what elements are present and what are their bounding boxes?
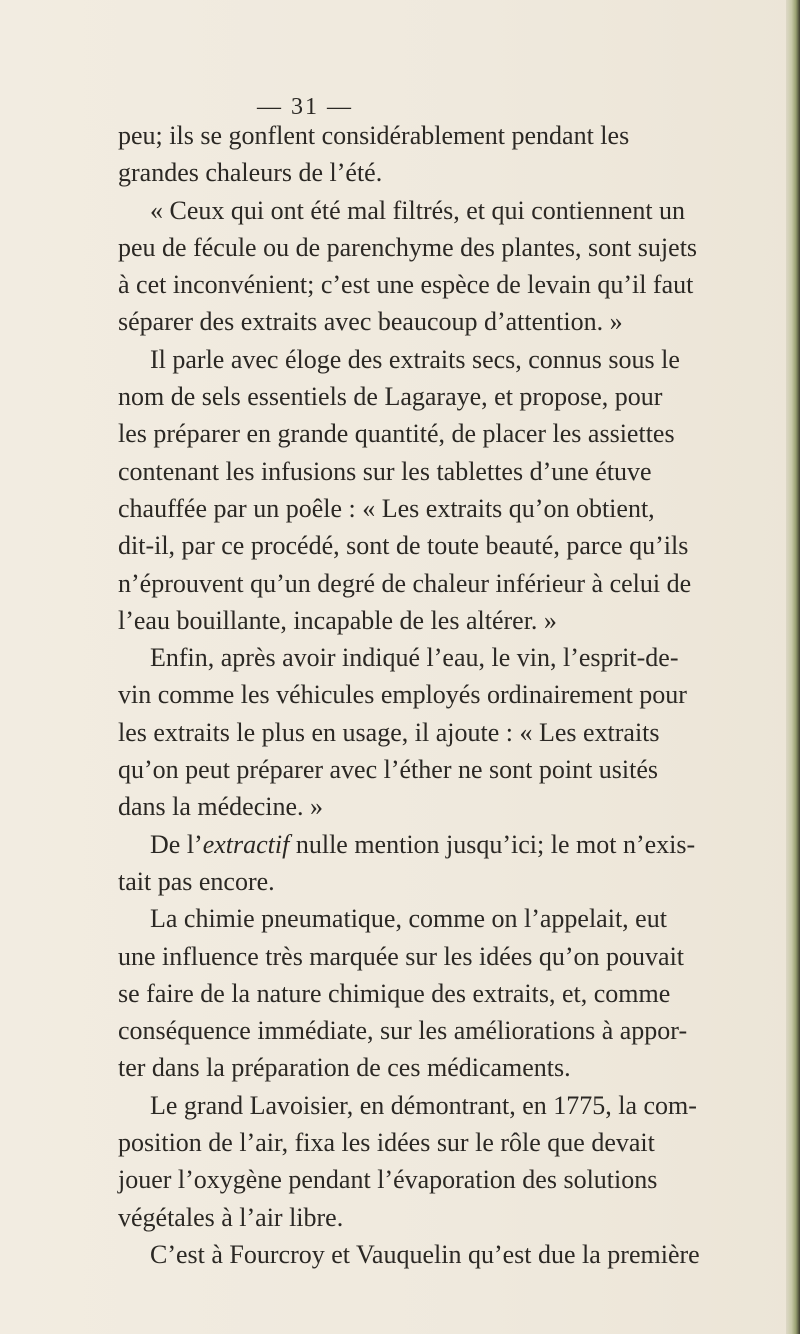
text-line: [118, 826, 696, 863]
text-segment: De l’: [150, 829, 203, 859]
text-line: peu de fécule ou de parenchyme des plantes, sont sujets: [118, 232, 698, 262]
text-line: conséquence immédiate, sur les améliorations à appor-: [118, 1016, 688, 1046]
text-line: n’éprouvent qu’un degré de chaleur inférieur à celui de: [118, 568, 692, 598]
text-line: grandes chaleurs de l’été.: [118, 158, 383, 188]
text-segment: nulle mention jusqu’ici; le mot n’exis-: [289, 829, 696, 859]
text-line: ter dans la préparation de ces médicaments.: [118, 1053, 571, 1083]
page-number: — 31 —: [257, 94, 353, 120]
text-line: peu; ils se gonflent considérablement pendant les: [118, 121, 630, 150]
text-line: les préparer en grande quantité, de placer les assiettes: [118, 419, 675, 449]
text-line: à cet inconvénient; c’est une espèce de levain qu’il faut: [118, 270, 694, 300]
page-edge: [786, 0, 800, 1334]
text-line: chauffée par un poêle : « Les extraits qu’on obtient,: [118, 493, 655, 523]
text-line: séparer des extraits avec beaucoup d’attention. »: [118, 307, 623, 337]
text-line: les extraits le plus en usage, il ajoute : « Les extraits: [118, 717, 660, 747]
text-line: C’est à Fourcroy et Vauquelin qu’est due la première: [150, 1239, 700, 1269]
text-line: contenant les infusions sur les tablettes d’une étuve: [118, 456, 652, 486]
text-line: dans la médecine. »: [118, 792, 324, 822]
body-text: [118, 117, 700, 1273]
italic-term: extractif: [202, 829, 290, 859]
text-line: position de l’air, fixa les idées sur le rôle que devait: [118, 1128, 655, 1158]
text-line: jouer l’oxygène pendant l’évaporation des solutions: [118, 1165, 658, 1195]
text-line: se faire de la nature chimique des extraits, et, comme: [118, 978, 671, 1008]
text-line: Enfin, après avoir indiqué l’eau, le vin, l’esprit-de-: [150, 643, 679, 673]
text-line: une influence très marquée sur les idées qu’on pouvait: [118, 941, 685, 971]
text-line: tait pas encore.: [118, 866, 275, 896]
text-line: « Ceux qui ont été mal filtrés, et qui contiennent un: [150, 195, 686, 225]
text-line: vin comme les véhicules employés ordinairement pour: [118, 680, 687, 710]
text-line: végétales à l’air libre.: [118, 1202, 344, 1232]
text-line: l’eau bouillante, incapable de les altérer. »: [118, 605, 557, 635]
text-line: dit-il, par ce procédé, sont de toute beauté, parce qu’ils: [118, 531, 689, 561]
text-line: Il parle avec éloge des extraits secs, connus sous le: [150, 344, 680, 374]
text-line: Le grand Lavoisier, en démontrant, en 1775, la com-: [150, 1090, 697, 1120]
text-line: nom de sels essentiels de Lagaraye, et propose, pour: [118, 382, 663, 412]
text-line: qu’on peut préparer avec l’éther ne sont point usités: [118, 755, 659, 785]
text-line: La chimie pneumatique, comme on l’appelait, eut: [150, 904, 667, 934]
